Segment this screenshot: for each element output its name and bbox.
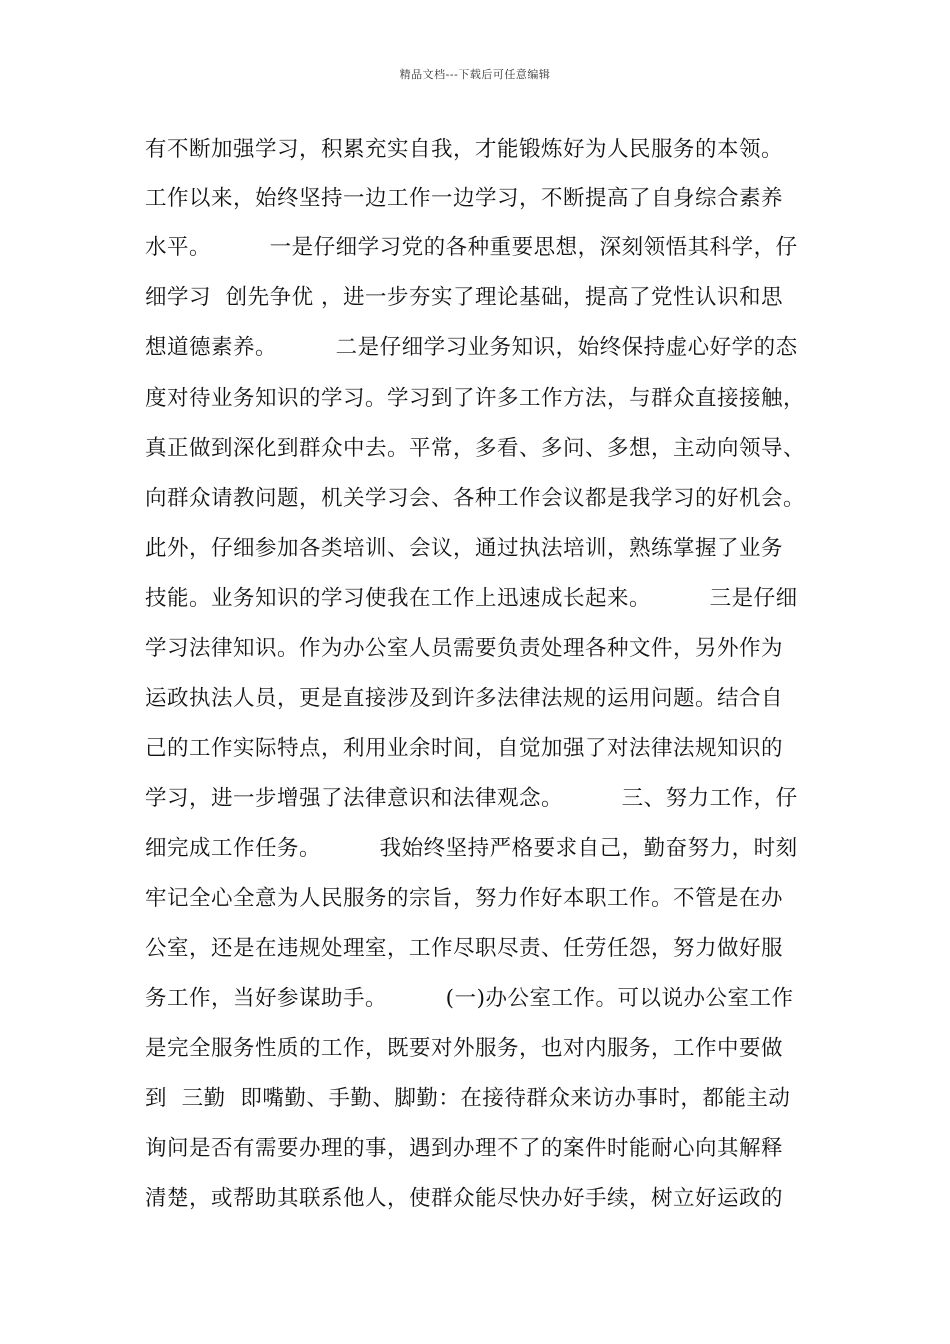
text-line: 细学习 创先争优 ，进一步夯实了理论基础，提高了党性认识和思 [145,285,784,310]
text-line: 有不断加强学习，积累充实自我，才能锻炼好为人民服务的本领。 [145,137,784,162]
text-line: 真正做到深化到群众中去。平常，多看、多问、多想，主动向领导、 [145,436,806,461]
text-line: 到 三勤 即嘴勤、手勤、脚勤：在接待群众来访办事时，都能主动 [145,1086,791,1111]
text-line: 运政执法人员，更是直接涉及到许多法律法规的运用问题。结合自 [145,686,784,711]
text-line: 工作以来，始终坚持一边工作一边学习，不断提高了自身综合素养 [145,186,784,211]
text-line: 技能。业务知识的学习使我在工作上迅速成长起来。 三是仔细 [145,586,798,611]
text-line: 度对待业务知识的学习。学习到了许多工作方法，与群众直接接触， [145,386,806,411]
text-line: 学习法律知识。作为办公室人员需要负责处理各种文件，另外作为 [145,636,784,661]
text-line: 公室，还是在违规处理室，工作尽职尽责、任劳任怨，努力做好服 [145,936,784,961]
text-line: 水平。 一是仔细学习党的各种重要思想，深刻领悟其科学，仔 [145,235,798,260]
text-line: 己的工作实际特点，利用业余时间，自觉加强了对法律法规知识的 [145,736,784,761]
text-line: 是完全服务性质的工作，既要对外服务，也对内服务，工作中要做 [145,1036,784,1061]
text-line: 学习，进一步增强了法律意识和法律观念。 三、努力工作，仔 [145,786,798,811]
page-header: 精品文档---下载后可任意编辑 [399,68,551,81]
text-line: 清楚，或帮助其联系他人，使群众能尽快办好手续，树立好运政的 [145,1186,784,1211]
text-line: 询问是否有需要办理的事，遇到办理不了的案件时能耐心向其解释 [145,1136,784,1161]
text-line: 务工作，当好参谋助手。 (一)办公室工作。可以说办公室工作 [145,986,794,1011]
text-line: 此外，仔细参加各类培训、会议，通过执法培训，熟练掌握了业务 [145,536,784,561]
text-line: 牢记全心全意为人民服务的宗旨，努力作好本职工作。不管是在办 [145,886,784,911]
text-line: 想道德素养。 二是仔细学习业务知识，始终保持虚心好学的态 [145,335,798,360]
text-line: 细完成工作任务。 我始终坚持严格要求自己，勤奋努力，时刻 [145,836,798,861]
text-line: 向群众请教问题，机关学习会、各种工作会议都是我学习的好机会。 [145,486,806,511]
